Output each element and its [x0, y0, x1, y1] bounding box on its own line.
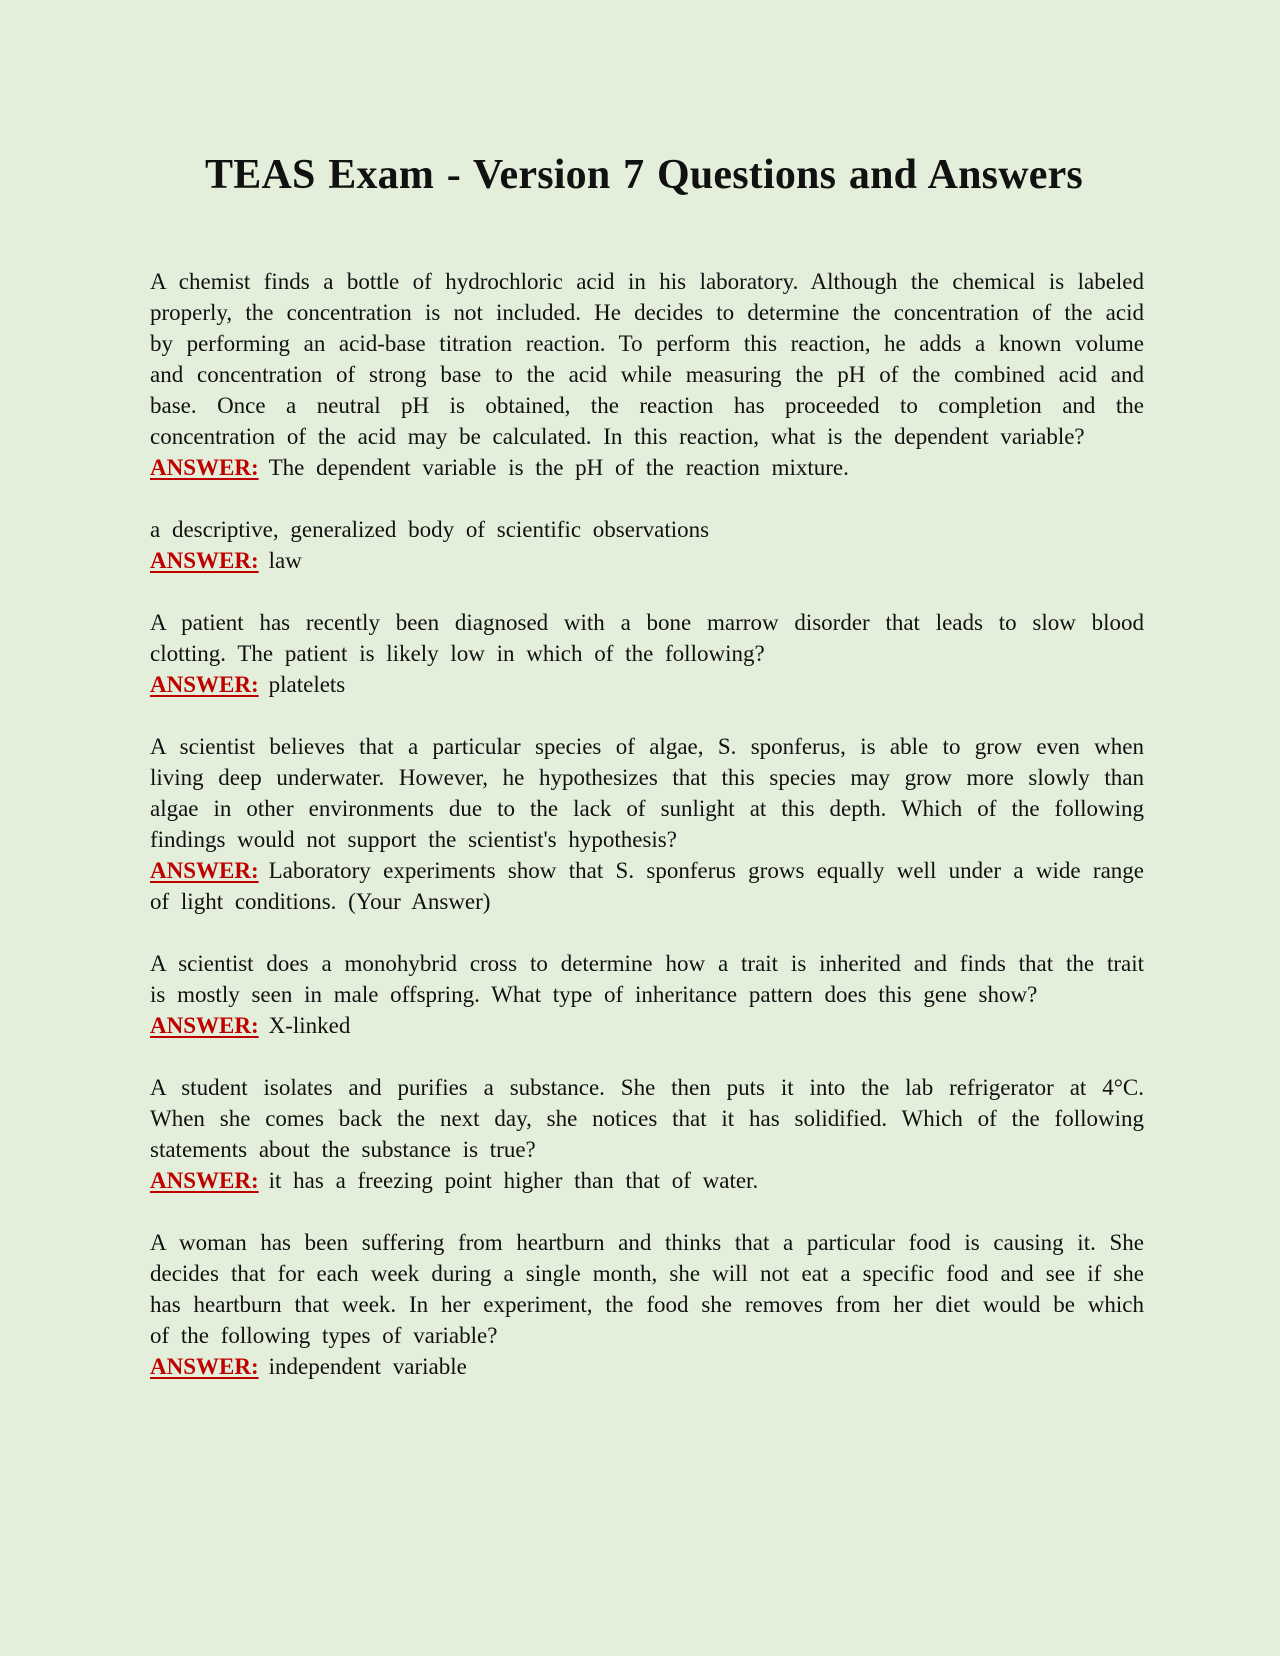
answer-text: Laboratory experiments show that S. sponferus grows equally well under a wide range of light conditions. (Your Answer) — [150, 858, 1144, 914]
answer-line — [150, 1165, 1144, 1196]
qa-item-5 — [150, 948, 1144, 1041]
question-text: A patient has recently been diagnosed with a bone marrow disorder that leads to slow blood clotting. The patient is likely low in which of the following? — [150, 610, 1144, 666]
answer-line — [150, 855, 1144, 917]
qa-item-7 — [150, 1227, 1144, 1382]
qa-item-6 — [150, 1072, 1144, 1196]
question-text: a descriptive, generalized body of scientific observations — [150, 517, 710, 542]
question-text: A student isolates and purifies a substance. She then puts it into the lab refrigerator at 4°C. When she comes back the next day, she notices that it has solidified. Which of the following statements about the substance is true? — [150, 1075, 1144, 1162]
answer-line — [150, 1351, 1144, 1382]
qa-item-2 — [150, 514, 1144, 576]
answer-label: ANSWER: — [150, 858, 259, 883]
question-text: A scientist does a monohybrid cross to determine how a trait is inherited and finds that the trait is mostly seen in male offspring. What type of inheritance pattern does this gene show? — [150, 951, 1144, 1007]
answer-text: X-linked — [268, 1013, 351, 1038]
question-text: A scientist believes that a particular species of algae, S. sponferus, is able to grow even when living deep underwater. However, he hypothesizes that this species may grow more slowly than algae in other environments due to the lack of sunlight at this depth. Which of the following findings would not support the scientist's hypothesis? — [150, 734, 1144, 852]
question-text: A woman has been suffering from heartburn and thinks that a particular food is causing it. She decides that for each week during a single month, she will not eat a specific food and see if she has heartburn that week. In her experiment, the food she removes from her diet would be which of the following types of variable? — [150, 1230, 1144, 1348]
answer-text: The dependent variable is the pH of the reaction mixture. — [268, 455, 849, 480]
question-text: A chemist finds a bottle of hydrochloric acid in his laboratory. Although the chemical is labeled properly, the concentration is not included. He decides to determine the concentration of the acid by performing an acid-base titration reaction. To perform this reaction, he adds a known volume and concentration of strong base to the acid while measuring the pH of the combined acid and base. Once a neutral pH is obtained, the reaction has proceeded to completion and the concentration of the acid may be calculated. In this reaction, what is the dependent variable? — [150, 269, 1144, 449]
answer-label: ANSWER: — [150, 455, 259, 480]
document-title: TEAS Exam - Version 7 Questions and Answers — [205, 152, 1083, 198]
answer-text: it has a freezing point higher than that of water. — [268, 1168, 759, 1193]
answer-line — [150, 1010, 1144, 1041]
answer-text: independent variable — [268, 1354, 467, 1379]
answer-label: ANSWER: — [150, 1168, 259, 1193]
answer-line — [150, 545, 1144, 576]
qa-item-4 — [150, 731, 1144, 917]
answer-label: ANSWER: — [150, 1354, 259, 1379]
qa-list — [150, 266, 1144, 1382]
answer-text: law — [268, 548, 302, 573]
answer-label: ANSWER: — [150, 672, 259, 697]
answer-text: platelets — [268, 672, 346, 697]
answer-line — [150, 669, 1144, 700]
answer-line — [150, 452, 1144, 483]
answer-label: ANSWER: — [150, 548, 259, 573]
answer-label: ANSWER: — [150, 1013, 259, 1038]
qa-item-1 — [150, 266, 1144, 483]
qa-item-3 — [150, 607, 1144, 700]
